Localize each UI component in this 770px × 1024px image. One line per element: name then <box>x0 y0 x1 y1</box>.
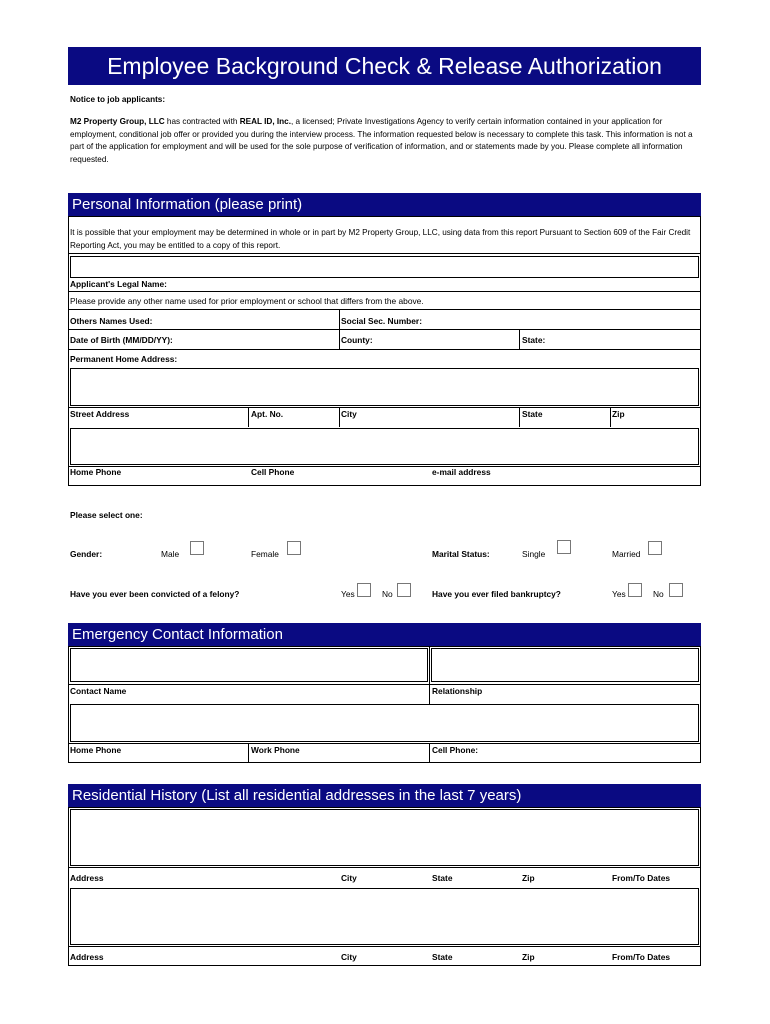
page-title: Employee Background Check & Release Authorization <box>68 47 701 85</box>
em-home-phone-label: Home Phone <box>70 745 122 755</box>
state-label-2: State <box>522 409 543 419</box>
phone-email-input[interactable] <box>70 428 699 465</box>
divider <box>429 743 430 763</box>
divider <box>68 867 701 868</box>
notice-agency: REAL ID, Inc. <box>239 117 291 126</box>
notice-paragraph <box>70 116 702 166</box>
residential-header: Residential History (List all residential addresses in the last 7 years) <box>68 784 701 807</box>
res1-dates-label: From/To Dates <box>612 873 671 883</box>
notice-block <box>70 94 702 107</box>
felony-yes-label: Yes <box>341 589 355 599</box>
notice-text-1: has contracted with <box>164 117 240 126</box>
divider <box>68 946 701 947</box>
divider <box>429 646 430 704</box>
bankruptcy-no-label: No <box>653 589 664 599</box>
felony-label: Have you ever been convicted of a felony? <box>70 589 240 599</box>
apt-label: Apt. No. <box>251 409 284 419</box>
female-checkbox[interactable] <box>287 541 301 555</box>
divider <box>68 291 701 292</box>
select-prompt: Please select one: <box>70 510 143 520</box>
divider <box>68 684 701 685</box>
divider <box>248 743 249 763</box>
city-label: City <box>341 409 357 419</box>
other-names-input[interactable] <box>70 310 338 327</box>
marital-label: Marital Status: <box>432 549 490 559</box>
street-address-input[interactable] <box>70 368 699 406</box>
personal-info-header: Personal Information (please print) <box>68 193 701 216</box>
divider <box>68 743 701 744</box>
divider <box>68 349 701 350</box>
bankruptcy-no-checkbox[interactable] <box>669 583 683 597</box>
divider <box>248 407 249 427</box>
res2-dates-label: From/To Dates <box>612 952 671 962</box>
res1-address-label: Address <box>70 873 104 883</box>
divider <box>68 407 701 408</box>
state-label: State: <box>522 335 546 345</box>
divider <box>610 407 611 427</box>
res2-address-label: Address <box>70 952 104 962</box>
felony-no-checkbox[interactable] <box>397 583 411 597</box>
relationship-input[interactable] <box>431 648 699 682</box>
divider <box>339 407 340 427</box>
res1-zip-label: Zip <box>522 873 535 883</box>
male-checkbox[interactable] <box>190 541 204 555</box>
home-address-label: Permanent Home Address: <box>70 354 178 364</box>
notice-heading: Notice to job applicants: <box>70 95 166 104</box>
residence-1-input[interactable] <box>70 809 699 866</box>
em-cell-phone-label: Cell Phone: <box>432 745 479 755</box>
res2-zip-label: Zip <box>522 952 535 962</box>
gender-label: Gender: <box>70 549 103 559</box>
notice-text-2: , a licensed; Private Investigations Agency to verify certain information contained in your application for employment, conditional job offer or provided you during the interview process. The information requested below is necessary to complete this task. This information is not a part of the application for employment and will be used for the sole purpose of verification of information, and or statements made by you. Please complete all information requested. <box>70 117 693 164</box>
felony-no-label: No <box>382 589 393 599</box>
county-label: County: <box>341 335 373 345</box>
relationship-label: Relationship <box>432 686 483 696</box>
residence-2-input[interactable] <box>70 888 699 945</box>
res1-state-label: State <box>432 873 453 883</box>
divider <box>68 329 701 330</box>
emergency-header: Emergency Contact Information <box>68 623 701 646</box>
bankruptcy-label: Have you ever filed bankruptcy? <box>432 589 561 599</box>
married-checkbox[interactable] <box>648 541 662 555</box>
email-label: e-mail address <box>432 467 491 477</box>
ssn-label: Social Sec. Number: <box>341 316 422 326</box>
work-phone-label: Work Phone <box>251 745 300 755</box>
res2-state-label: State <box>432 952 453 962</box>
res1-city-label: City <box>341 873 357 883</box>
legal-name-input[interactable] <box>70 256 699 278</box>
notice-company: M2 Property Group, LLC <box>70 117 165 126</box>
female-label: Female <box>251 549 279 559</box>
bankruptcy-yes-checkbox[interactable] <box>628 583 642 597</box>
home-phone-label: Home Phone <box>70 467 122 477</box>
felony-yes-checkbox[interactable] <box>357 583 371 597</box>
street-label: Street Address <box>70 409 130 419</box>
divider <box>519 407 520 427</box>
contact-name-input[interactable] <box>70 648 428 682</box>
divider <box>68 466 701 467</box>
married-label: Married <box>612 549 641 559</box>
res2-city-label: City <box>341 952 357 962</box>
other-name-note: Please provide any other name used for prior employment or school that differs from the above. <box>70 296 424 306</box>
emergency-phones-input[interactable] <box>70 704 699 742</box>
dob-label: Date of Birth (MM/DD/YY): <box>70 335 173 345</box>
divider <box>519 329 520 350</box>
zip-label: Zip <box>612 409 625 419</box>
cell-phone-label: Cell Phone <box>251 467 295 477</box>
legal-name-label: Applicant's Legal Name: <box>70 279 167 289</box>
divider <box>68 253 701 254</box>
contact-name-label: Contact Name <box>70 686 127 696</box>
single-checkbox[interactable] <box>557 540 571 554</box>
male-label: Male <box>161 549 180 559</box>
bankruptcy-yes-label: Yes <box>612 589 626 599</box>
single-label: Single <box>522 549 546 559</box>
fcra-disclaimer: It is possible that your employment may be determined in whole or in part by M2 Property Group, LLC, using data from this report Pursuant to Section 609 of the Fair Credit Reporting Act, you may be entitled to a copy of this report. <box>70 228 691 250</box>
ssn-input[interactable] <box>428 310 698 327</box>
other-names-label: Others Names Used: <box>70 316 153 326</box>
